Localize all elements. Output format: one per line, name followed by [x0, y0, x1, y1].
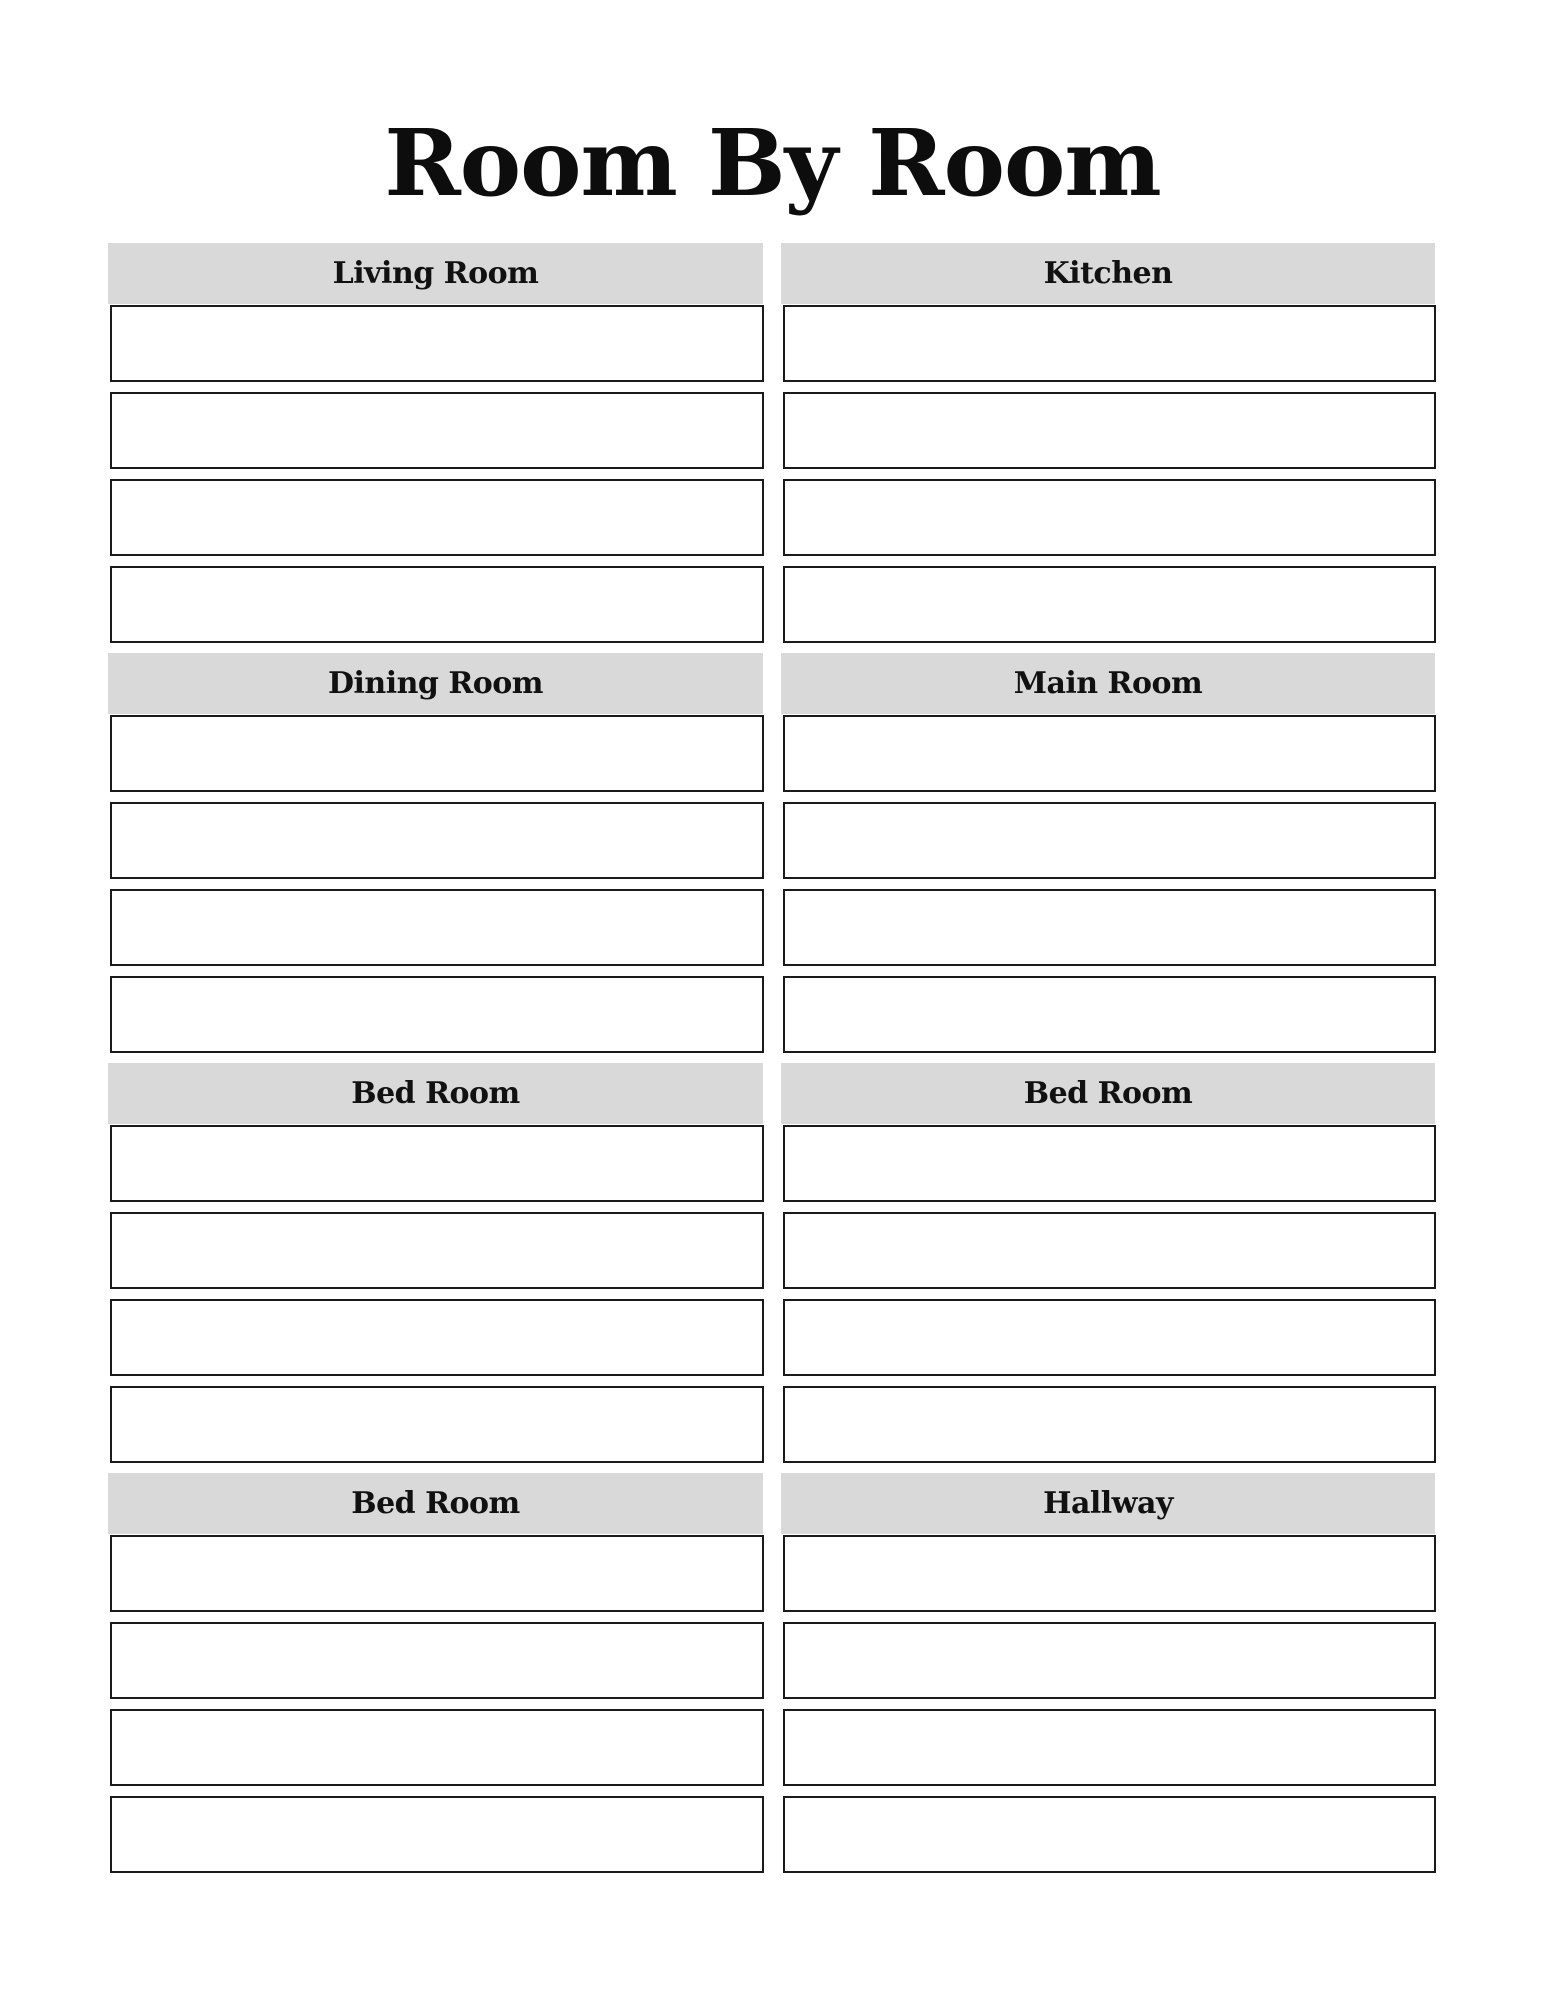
- entry-box[interactable]: [783, 1386, 1436, 1463]
- entry-box[interactable]: [110, 1622, 764, 1699]
- entry-box[interactable]: [783, 479, 1436, 556]
- entry-box[interactable]: [783, 715, 1436, 792]
- entry-box[interactable]: [783, 1709, 1436, 1786]
- entry-box[interactable]: [110, 1796, 764, 1873]
- entry-box[interactable]: [783, 566, 1436, 643]
- section-header: Bed Room: [781, 1063, 1435, 1124]
- section-main-room: [781, 653, 1435, 1053]
- entry-box[interactable]: [110, 802, 764, 879]
- entry-box[interactable]: [783, 305, 1436, 382]
- entry-box[interactable]: [110, 976, 764, 1053]
- entry-box[interactable]: [783, 1535, 1436, 1612]
- entry-box[interactable]: [783, 1622, 1436, 1699]
- entry-box[interactable]: [110, 1386, 764, 1463]
- section-header: Living Room: [108, 243, 763, 304]
- section-header: Bed Room: [108, 1063, 763, 1124]
- entry-box[interactable]: [110, 392, 764, 469]
- section-bed-room-2: [781, 1063, 1435, 1463]
- entry-box[interactable]: [110, 305, 764, 382]
- page-title: Room By Room: [384, 109, 1161, 217]
- section-kitchen: [781, 243, 1435, 643]
- entry-box[interactable]: [110, 715, 764, 792]
- entry-box[interactable]: [110, 1125, 764, 1202]
- entry-box[interactable]: [783, 802, 1436, 879]
- section-hallway: [781, 1473, 1435, 1873]
- entry-box[interactable]: [110, 889, 764, 966]
- entry-box[interactable]: [110, 1709, 764, 1786]
- section-bed-room-1: [108, 1063, 763, 1463]
- entry-box[interactable]: [110, 566, 764, 643]
- section-header: Hallway: [781, 1473, 1435, 1534]
- section-living-room: [108, 243, 763, 643]
- entry-box[interactable]: [783, 1212, 1436, 1289]
- section-header: Kitchen: [781, 243, 1435, 304]
- entry-box[interactable]: [110, 1299, 764, 1376]
- entry-box[interactable]: [783, 1299, 1436, 1376]
- section-header: Dining Room: [108, 653, 763, 714]
- entry-box[interactable]: [783, 1125, 1436, 1202]
- entry-box[interactable]: [110, 1535, 764, 1612]
- room-grid: [108, 243, 1435, 1873]
- section-header: Bed Room: [108, 1473, 763, 1534]
- entry-box[interactable]: [783, 1796, 1436, 1873]
- entry-box[interactable]: [783, 889, 1436, 966]
- entry-box[interactable]: [110, 1212, 764, 1289]
- entry-box[interactable]: [110, 479, 764, 556]
- section-header: Main Room: [781, 653, 1435, 714]
- section-dining-room: [108, 653, 763, 1053]
- entry-box[interactable]: [783, 392, 1436, 469]
- entry-box[interactable]: [783, 976, 1436, 1053]
- section-bed-room-3: [108, 1473, 763, 1873]
